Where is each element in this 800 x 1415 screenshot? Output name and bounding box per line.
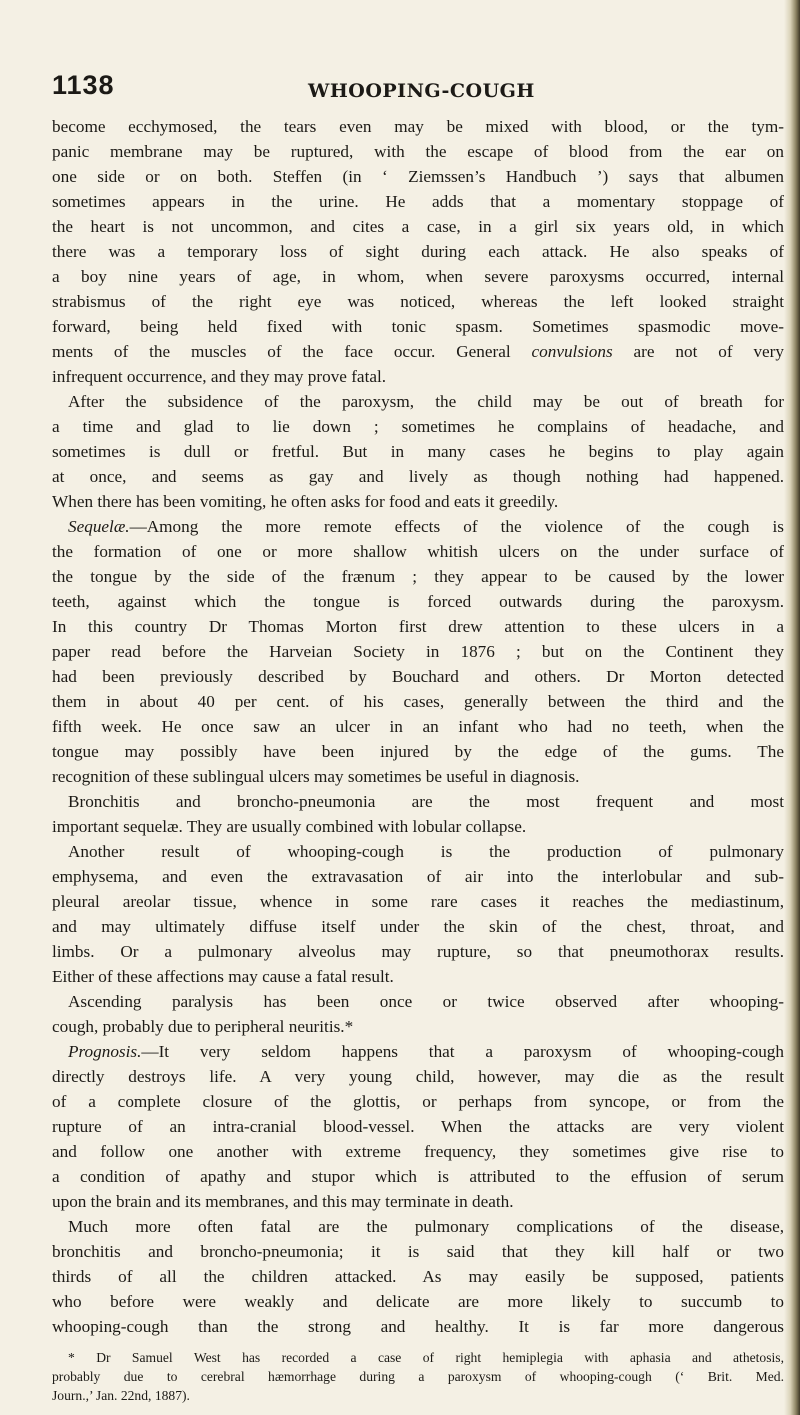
text-line: ments of the muscles of the face occur. General convulsions are not of very xyxy=(52,342,784,361)
footnote-line: probably due to cerebral hæmorrhage during a paroxysm of whooping-cough (‘ Brit. Med. xyxy=(52,1369,784,1384)
text-line: them in about 40 per cent. of his cases, generally between the third and the xyxy=(52,692,784,711)
text-line: tongue may possibly have been injured by the edge of the gums. The xyxy=(52,742,784,761)
italic-term: Prognosis. xyxy=(68,1042,142,1061)
text-line: rupture of an intra-cranial blood-vessel. When the attacks are very violent xyxy=(52,1117,784,1136)
text-line: sometimes appears in the urine. He adds that a momentary stoppage of xyxy=(52,192,784,211)
text-line: there was a temporary loss of sight during each attack. He also speaks of xyxy=(52,242,784,261)
text-line: infrequent occurrence, and they may prove fatal. xyxy=(52,367,387,386)
text-line: Either of these affections may cause a fatal result. xyxy=(52,967,394,986)
text-line: fifth week. He once saw an ulcer in an infant who had no teeth, when the xyxy=(52,717,784,736)
footnote-line: * Dr Samuel West has recorded a case of right hemiplegia with aphasia and athetosis, xyxy=(68,1350,784,1365)
text-line: forward, being held fixed with tonic spasm. Sometimes spasmodic move- xyxy=(52,317,784,336)
text-line: a time and glad to lie down ; sometimes he complains of headache, and xyxy=(52,417,784,436)
text-line: whooping-cough than the strong and healthy. It is far more dangerous xyxy=(52,1317,784,1336)
text-line: pleural areolar tissue, whence in some rare cases it reaches the mediastinum, xyxy=(52,892,784,911)
text-line: paper read before the Harveian Society in 1876 ; but on the Continent they xyxy=(52,642,784,661)
text-line: of a complete closure of the glottis, or perhaps from syncope, or from the xyxy=(52,1092,784,1111)
text-line: become ecchymosed, the tears even may be mixed with blood, or the tym- xyxy=(52,117,784,136)
text-line: teeth, against which the tongue is forced outwards during the paroxysm. xyxy=(52,592,784,611)
text-line: cough, probably due to peripheral neuritis.* xyxy=(52,1017,354,1036)
text-line: who before were weakly and delicate are more likely to succumb to xyxy=(52,1292,784,1311)
body-text xyxy=(52,114,784,1339)
text-line: In this country Dr Thomas Morton first drew attention to these ulcers in a xyxy=(52,617,784,636)
text-line: emphysema, and even the extravasation of air into the interlobular and sub- xyxy=(52,867,784,886)
text-line: at once, and seems as gay and lively as though nothing had happened. xyxy=(52,467,784,486)
text-line: recognition of these sublingual ulcers may sometimes be useful in diagnosis. xyxy=(52,767,580,786)
text-line: had been previously described by Bouchard and others. Dr Morton detected xyxy=(52,667,784,686)
text-line: strabismus of the right eye was noticed, whereas the left looked straight xyxy=(52,292,784,311)
text-line: the heart is not uncommon, and cites a case, in a girl six years old, in which xyxy=(52,217,784,236)
text-line: After the subsidence of the paroxysm, the child may be out of breath for xyxy=(68,392,784,411)
text-line: Ascending paralysis has been once or twice observed after whooping- xyxy=(68,992,784,1011)
footnote-line: Journ.,’ Jan. 22nd, 1887). xyxy=(52,1388,190,1403)
text-line: directly destroys life. A very young child, however, may die as the result xyxy=(52,1067,784,1086)
text-line: sometimes is dull or fretful. But in many cases he begins to play again xyxy=(52,442,784,461)
text-line: Much more often fatal are the pulmonary complications of the disease, xyxy=(68,1217,784,1236)
text-line: When there has been vomiting, he often asks for food and eats it greedily. xyxy=(52,492,559,511)
page-number: 1138 xyxy=(52,70,115,100)
running-head: WHOOPING-COUGH xyxy=(308,80,535,102)
text-line: limbs. Or a pulmonary alveolus may rupture, so that pneumothorax results. xyxy=(52,942,784,961)
text-line: bronchitis and broncho-pneumonia; it is said that they kill half or two xyxy=(52,1242,784,1261)
text-line: Bronchitis and broncho-pneumonia are the most frequent and most xyxy=(68,792,784,811)
text-line: and follow one another with extreme frequency, they sometimes give rise to xyxy=(52,1142,784,1161)
text-line: a condition of apathy and stupor which is attributed to the effusion of serum xyxy=(52,1167,784,1186)
text-line: one side or on both. Steffen (in ‘ Ziemssen’s Handbuch ’) says that albumen xyxy=(52,167,784,186)
text-line: Sequelæ.—Among the more remote effects of the violence of the cough is xyxy=(68,517,784,536)
text-line: panic membrane may be ruptured, with the escape of blood from the ear on xyxy=(52,142,784,161)
italic-term: Sequelæ. xyxy=(68,517,130,536)
text-line: and may ultimately diffuse itself under the skin of the chest, throat, and xyxy=(52,917,784,936)
text-line: upon the brain and its membranes, and this may terminate in death. xyxy=(52,1192,514,1211)
italic-term: convulsions xyxy=(531,342,613,361)
text-line: Another result of whooping-cough is the production of pulmonary xyxy=(68,842,784,861)
text-line: the formation of one or more shallow whitish ulcers on the under surface of xyxy=(52,542,784,561)
footnote xyxy=(52,1348,784,1405)
text-line: Prognosis.—It very seldom happens that a paroxysm of whooping-cough xyxy=(68,1042,784,1061)
text-line: important sequelæ. They are usually combined with lobular collapse. xyxy=(52,817,527,836)
text-line: the tongue by the side of the frænum ; they appear to be caused by the lower xyxy=(52,567,784,586)
text-line: a boy nine years of age, in whom, when severe paroxysms occurred, internal xyxy=(52,267,784,286)
book-spine-shadow xyxy=(784,0,800,1415)
text-line: thirds of all the children attacked. As may easily be supposed, patients xyxy=(52,1267,784,1286)
